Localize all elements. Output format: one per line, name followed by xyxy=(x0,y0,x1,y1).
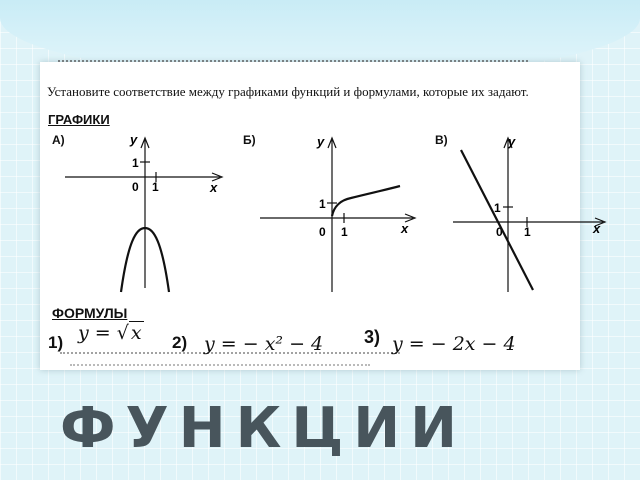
formula-2: y = − x² − 4 xyxy=(204,333,324,355)
sqrt-symbol: √ x xyxy=(116,322,142,344)
task-text: Установите соответствие между графиками функций и формулами, которые их задают. xyxy=(47,84,529,99)
graph-b xyxy=(255,130,425,295)
graph-b-tick-y-label: 1 xyxy=(319,197,326,211)
graph-a-label: А) xyxy=(52,133,65,147)
graph-b-origin-label: 0 xyxy=(319,225,326,239)
graph-a-axis-x-label: x xyxy=(210,180,218,195)
graph-b-label: Б) xyxy=(243,133,256,147)
graph-c xyxy=(448,130,613,295)
graph-c-line xyxy=(461,150,533,290)
graph-b-axis-x-label: x xyxy=(401,221,409,236)
graph-a xyxy=(60,130,230,290)
formula-2-number: 2) xyxy=(172,333,188,352)
formula-1-number: 1) xyxy=(48,333,64,352)
graph-c-axis-x-label: x xyxy=(593,221,601,236)
overlapped-text-top xyxy=(58,60,528,70)
graph-c-label: В) xyxy=(435,133,448,147)
graphs-heading: ГРАФИКИ xyxy=(48,112,110,127)
graph-c-axis-y-label: y xyxy=(508,134,516,149)
slide-title: ФУНКЦИИ xyxy=(60,396,468,461)
graph-c-origin-label: 0 xyxy=(496,225,503,239)
overlapped-text-bottom-2 xyxy=(70,364,370,372)
formula-1-arg: x xyxy=(130,322,142,344)
graph-c-tick-y-label: 1 xyxy=(494,201,501,215)
formula-3-number: 3) xyxy=(364,327,381,347)
graph-a-axis-y-label: y xyxy=(130,132,138,147)
graph-a-tick-y-label: 1 xyxy=(132,156,139,170)
formula-1-lhs: y = xyxy=(78,322,117,344)
graph-b-curve xyxy=(332,186,400,216)
formulas-heading: ФОРМУЛЫ xyxy=(52,305,128,321)
graph-b-axis-y-label: y xyxy=(317,134,325,149)
graph-c-tick-x-label: 1 xyxy=(524,225,531,239)
graph-b-tick-x-label: 1 xyxy=(341,225,348,239)
formula-3: y = − 2x − 4 xyxy=(392,333,516,355)
graph-a-origin-label: 0 xyxy=(132,180,139,194)
graph-a-tick-x-label: 1 xyxy=(152,180,159,194)
formula-1 xyxy=(78,322,144,344)
